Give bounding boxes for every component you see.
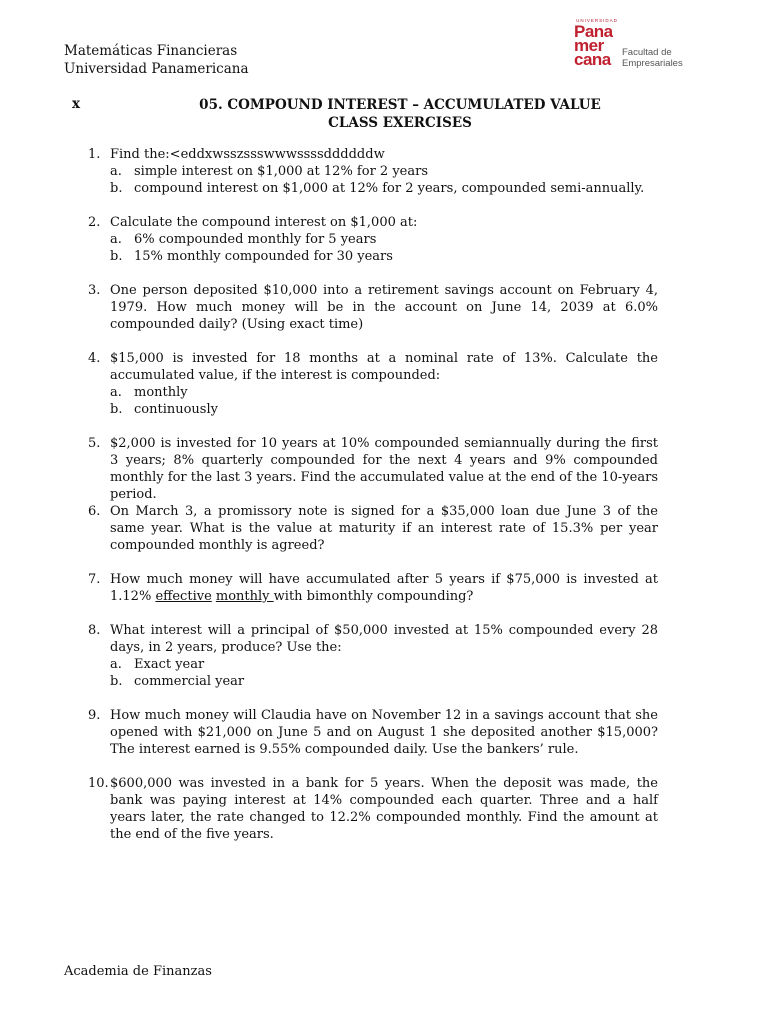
exercise-number: 8. xyxy=(88,623,101,638)
exercise-5 xyxy=(64,435,658,503)
exercise-number: 10. xyxy=(88,776,109,791)
page-footer: Academia de Finanzas xyxy=(64,964,212,979)
exercise-text-after: with bimonthly compounding? xyxy=(273,589,474,604)
logo-word-line1: Pana xyxy=(574,22,613,41)
exercise-text: $15,000 is invested for 18 months at a nominal rate of 13%. Calculate the accumulated value, if the interest is compounded: xyxy=(110,351,658,383)
logo-top-text: UNIVERSIDAD xyxy=(576,18,618,23)
logo-word-line3: cana xyxy=(574,50,611,69)
document-header xyxy=(64,42,249,78)
sub-letter: b. xyxy=(110,181,123,196)
title-line1: 05. COMPOUND INTEREST – ACCUMULATED VALUE xyxy=(199,97,601,113)
sub-letter: b. xyxy=(110,402,123,417)
page-title xyxy=(150,96,650,132)
exercise-number: 9. xyxy=(88,708,101,723)
exercise-6 xyxy=(64,503,658,554)
x-marker: x xyxy=(72,96,81,112)
exercise-text: $600,000 was invested in a bank for 5 years. When the deposit was made, the bank was paying interest at 14% compounded each quarter. Three and a half years later, the rate changed to 12.2% compounded monthly. Find the amount at the end of the five years. xyxy=(110,776,658,842)
sub-letter: a. xyxy=(110,164,122,179)
exercise-text: On March 3, a promissory note is signed for a $35,000 loan due June 3 of the same year. What is the value at maturity if an interest rate of 15.3% per year compounded monthly is agreed? xyxy=(110,504,658,553)
sub-item-b xyxy=(110,673,658,690)
sub-text: compound interest on $1,000 at 12% for 2 years, compounded semi-annually. xyxy=(134,181,645,196)
logo-faculty-line1: Facultad de xyxy=(622,47,672,58)
exercise-8 xyxy=(64,622,658,690)
exercise-text: How much money will Claudia have on November 12 in a savings account that she opened with $21,000 on June 5 and on August 1 she deposited another $15,000? The interest earned is 9.55% compounded daily. Use the bankers’ rule. xyxy=(110,708,658,757)
sub-letter: a. xyxy=(110,385,122,400)
exercise-text xyxy=(110,571,658,605)
exercise-number: 4. xyxy=(88,351,101,366)
sub-item-b xyxy=(110,180,658,197)
underlined-monthly: monthly xyxy=(215,589,274,604)
exercise-3 xyxy=(64,282,658,333)
course-name: Matemáticas Financieras xyxy=(64,43,238,59)
sub-letter: b. xyxy=(110,249,123,264)
exercise-4 xyxy=(64,350,658,418)
sub-text: 15% monthly compounded for 30 years xyxy=(134,249,393,264)
exercise-number: 3. xyxy=(88,283,101,298)
sub-letter: a. xyxy=(110,657,122,672)
exercise-number: 6. xyxy=(88,504,101,519)
title-line2: CLASS EXERCISES xyxy=(328,115,472,131)
sub-text: commercial year xyxy=(134,674,245,689)
sub-item-a xyxy=(110,231,658,248)
sub-item-a xyxy=(110,656,658,673)
sub-item-a xyxy=(110,163,658,180)
underlined-effective: effective xyxy=(155,589,212,604)
exercise-7 xyxy=(64,571,658,605)
exercise-number: 1. xyxy=(88,147,101,162)
exercise-number: 2. xyxy=(88,215,101,230)
sub-text: continuously xyxy=(134,402,218,417)
university-logo xyxy=(574,18,694,70)
exercise-text: Find the:<eddxwsszssswwwssssddddddw xyxy=(110,147,385,162)
sub-letter: a. xyxy=(110,232,122,247)
exercise-number: 7. xyxy=(88,572,101,587)
logo-faculty-line2: Empresariales xyxy=(622,58,683,69)
exercise-number: 5. xyxy=(88,436,101,451)
exercise-list xyxy=(64,146,658,843)
university-name: Universidad Panamericana xyxy=(64,61,249,77)
sub-text: simple interest on $1,000 at 12% for 2 years xyxy=(134,164,428,179)
logo-wordmark xyxy=(574,22,620,69)
sub-item-b xyxy=(110,248,658,265)
sub-text: monthly xyxy=(134,385,188,400)
exercise-text: Calculate the compound interest on $1,000 at: xyxy=(110,215,418,230)
exercise-2 xyxy=(64,214,658,265)
logo-faculty xyxy=(622,47,694,69)
sub-text: Exact year xyxy=(134,657,205,672)
exercise-text: $2,000 is invested for 10 years at 10% compounded semiannually during the first 3 years; 8% quarterly compounded for the next 4 years and 9% compounded monthly for the last 3 years. Find the accumulated value at the end of the 10-years period. xyxy=(110,436,658,502)
sub-item-a xyxy=(110,384,658,401)
logo-word-line2: mer xyxy=(574,36,604,55)
exercise-text: One person deposited $10,000 into a retirement savings account on February 4, 1979. How much money will be in the account on June 14, 2039 at 6.0% compounded daily? (Using exact time) xyxy=(110,283,658,332)
sub-item-b xyxy=(110,401,658,418)
exercise-10 xyxy=(64,775,658,843)
exercise-9 xyxy=(64,707,658,758)
exercise-1 xyxy=(64,146,658,197)
exercise-text: What interest will a principal of $50,000 invested at 15% compounded every 28 days, in 2 years, produce? Use the: xyxy=(110,623,658,655)
sub-letter: b. xyxy=(110,674,123,689)
exercise-text-before: How much money will have accumulated after 5 years if $75,000 is invested at 1.12% xyxy=(110,572,658,604)
sub-text: 6% compounded monthly for 5 years xyxy=(134,232,377,247)
